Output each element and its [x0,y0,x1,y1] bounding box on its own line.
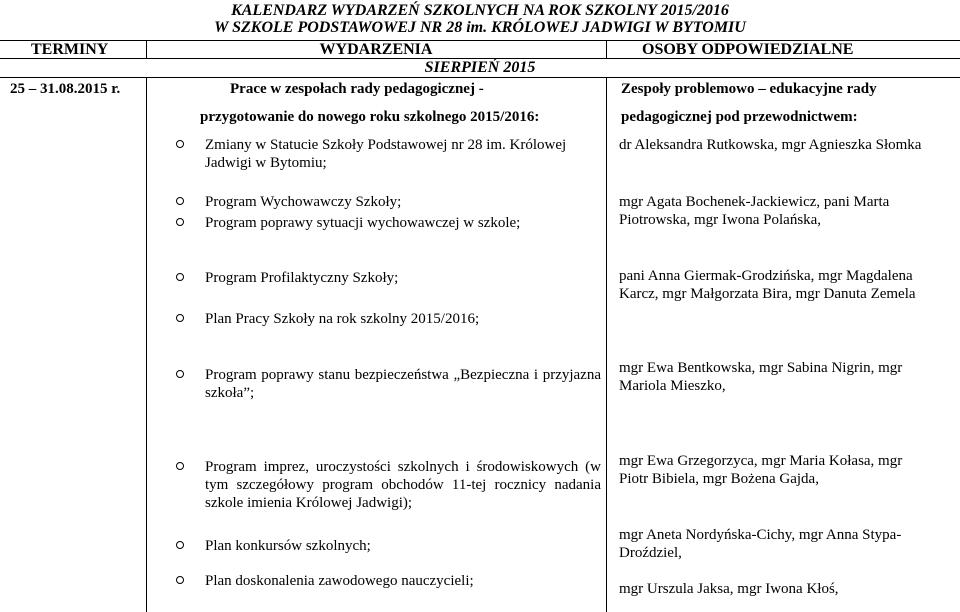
event-heading-line-2: przygotowanie do nowego roku szkolnego 2015/2016: [200,109,540,125]
responsible-heading-line-2: pedagogicznej pod przewodnictwem: [621,109,858,125]
column-divider-2 [606,77,607,612]
column-header-wydarzenia: WYDARZENIA [319,41,433,58]
responsible-persons: pani Anna Giermak-Grodzińska, mgr Magdalena Karcz, mgr Małgorzata Bira, mgr Danuta Zemela [619,268,916,302]
document-title-line-2: W SZKOLE PODSTAWOWEJ NR 28 im. KRÓLOWEJ JADWIGI W BYTOMIU [214,19,746,36]
list-item [176,537,606,555]
list-item-text: Plan konkursów szkolnych; [205,538,371,554]
list-item-text: Plan doskonalenia zawodowego nauczycieli; [205,573,474,589]
responsible-persons: mgr Ewa Grzegorzyca, mgr Maria Kołasa, mgr Piotr Bibiela, mgr Bożena Gajda, [619,453,903,487]
list-item [176,366,606,402]
column-header-terminy: TERMINY [31,41,109,58]
column-header-osoby: OSOBY ODPOWIEDZIALNE [642,41,854,58]
date-cell: 25 – 31.08.2015 r. [10,81,121,97]
responsible-heading-line-1: Zespoły problemowo – edukacyjne rady [621,81,877,97]
responsible-persons: mgr Aneta Nordyńska-Cichy, mgr Anna Stypa-Droździel, [619,527,902,561]
bullet-icon [176,197,184,205]
list-item-text: Program poprawy stanu bezpieczeństwa „Bezpieczna i przyjazna szkoła”; [205,367,601,401]
event-heading-line-1: Prace w zespołach rady pedagogicznej - [230,81,484,97]
document-title-line-1: KALENDARZ WYDARZEŃ SZKOLNYCH NA ROK SZKOLNY 2015/2016 [231,2,729,19]
responsible-persons: dr Aleksandra Rutkowska, mgr Agnieszka Słomka [619,137,922,153]
bullet-icon [176,314,184,322]
responsible-persons: mgr Ewa Bentkowska, mgr Sabina Nigrin, mgr Mariola Mieszko, [619,360,903,394]
list-item-text: Program Profilaktyczny Szkoły; [205,270,399,286]
bullet-icon [176,218,184,226]
bullet-icon [176,462,184,470]
bullet-icon [176,140,184,148]
list-item-text: Program Wychowawczy Szkoły; [205,194,402,210]
list-item-text: Plan Pracy Szkoły na rok szkolny 2015/2016; [205,311,480,327]
bullet-icon [176,541,184,549]
responsible-persons: mgr Urszula Jaksa, mgr Iwona Kłoś, [619,581,839,597]
list-item [176,193,606,211]
column-divider-2-header [606,40,607,58]
bullet-icon [176,576,184,584]
list-item [176,310,606,328]
column-divider-1 [146,77,147,612]
list-item [176,136,606,172]
list-item-text: Program imprez, uroczystości szkolnych i środowiskowych (w tym szczegółowy program obchodów 11-tej rocznicy nadania szkole imienia Królowej Jadwigi); [205,459,601,511]
list-item [176,214,606,232]
bullet-icon [176,370,184,378]
bullet-icon [176,273,184,281]
list-item-text: Zmiany w Statucie Szkoły Podstawowej nr 28 im. Królowej Jadwigi w Bytomiu; [205,137,567,171]
month-heading: SIERPIEŃ 2015 [424,59,536,76]
responsible-persons: mgr Agata Bochenek-Jackiewicz, pani Marta Piotrowska, mgr Iwona Polańska, [619,194,890,228]
list-item [176,572,606,590]
list-item-text: Program poprawy sytuacji wychowawczej w szkole; [205,215,521,231]
list-item [176,458,606,512]
list-item [176,269,606,287]
